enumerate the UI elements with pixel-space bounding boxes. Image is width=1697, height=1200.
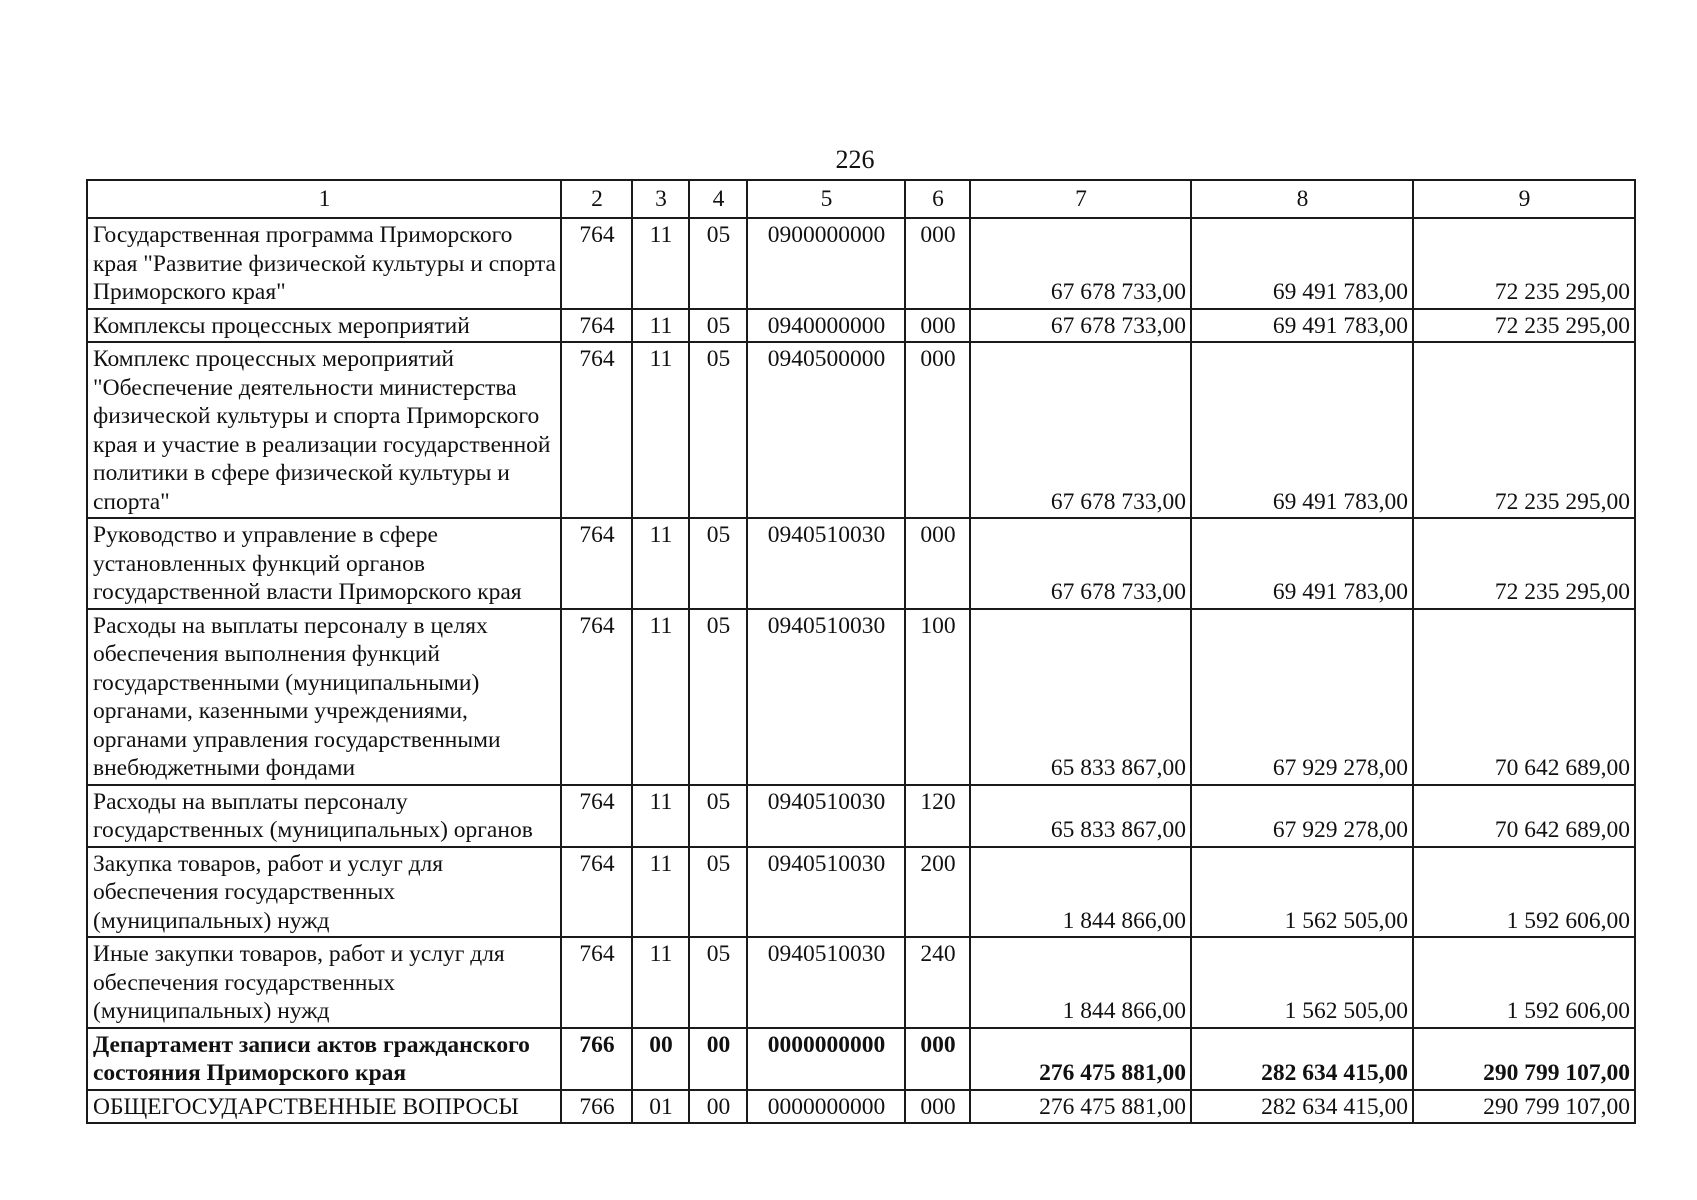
row-col-8: 67 929 278,00: [1191, 785, 1413, 847]
row-col-3: 11: [632, 342, 689, 518]
row-col-7: 276 475 881,00: [970, 1090, 1191, 1124]
page-number: 226: [835, 145, 875, 174]
row-col-9: 70 642 689,00: [1413, 609, 1635, 785]
row-col-5: 0000000000: [747, 1090, 905, 1124]
column-header-4: 4: [689, 180, 747, 218]
row-col-8: 282 634 415,00: [1191, 1028, 1413, 1090]
row-name: Расходы на выплаты персоналу в целях обеспечения выполнения функций государственными (муниципальными) органами, казенными учреждениями, органами управления государственными внебюджетными фондами: [87, 609, 561, 785]
row-col-6: 000: [905, 309, 970, 343]
row-col-6: 000: [905, 218, 970, 309]
table-row: [87, 609, 1635, 785]
row-col-8: 69 491 783,00: [1191, 309, 1413, 343]
row-col-6: 000: [905, 1028, 970, 1090]
row-col-2: 766: [561, 1028, 632, 1090]
row-col-4: 05: [689, 609, 747, 785]
row-col-9: 70 642 689,00: [1413, 785, 1635, 847]
row-col-4: 05: [689, 847, 747, 938]
row-col-6: 100: [905, 609, 970, 785]
row-name: Руководство и управление в сфере установленных функций органов государственной власти Приморского края: [87, 518, 561, 609]
table-row: [87, 218, 1635, 309]
row-name: Расходы на выплаты персоналу государственных (муниципальных) органов: [87, 785, 561, 847]
table-row: [87, 785, 1635, 847]
row-col-8: 1 562 505,00: [1191, 847, 1413, 938]
row-col-4: 05: [689, 218, 747, 309]
row-col-3: 00: [632, 1028, 689, 1090]
column-header-7: 7: [970, 180, 1191, 218]
row-col-4: 05: [689, 342, 747, 518]
row-col-5: 0940510030: [747, 937, 905, 1028]
row-col-8: 69 491 783,00: [1191, 518, 1413, 609]
row-col-9: 72 235 295,00: [1413, 518, 1635, 609]
row-name: Комплексы процессных мероприятий: [87, 309, 561, 343]
row-col-4: 05: [689, 937, 747, 1028]
row-col-4: 05: [689, 309, 747, 343]
row-col-5: 0000000000: [747, 1028, 905, 1090]
row-col-6: 000: [905, 518, 970, 609]
row-col-2: 764: [561, 937, 632, 1028]
row-col-9: 290 799 107,00: [1413, 1028, 1635, 1090]
row-col-5: 0940510030: [747, 847, 905, 938]
row-col-2: 764: [561, 309, 632, 343]
row-col-5: 0900000000: [747, 218, 905, 309]
row-name: Закупка товаров, работ и услуг для обеспечения государственных (муниципальных) нужд: [87, 847, 561, 938]
row-col-5: 0940000000: [747, 309, 905, 343]
column-header-1: 1: [87, 180, 561, 218]
row-col-3: 01: [632, 1090, 689, 1124]
row-col-2: 764: [561, 342, 632, 518]
row-col-2: 764: [561, 609, 632, 785]
column-header-6: 6: [905, 180, 970, 218]
row-col-6: 240: [905, 937, 970, 1028]
row-col-3: 11: [632, 847, 689, 938]
row-col-6: 000: [905, 342, 970, 518]
table-row: [87, 937, 1635, 1028]
column-header-2: 2: [561, 180, 632, 218]
row-col-2: 764: [561, 847, 632, 938]
row-col-7: 67 678 733,00: [970, 518, 1191, 609]
row-col-5: 0940510030: [747, 518, 905, 609]
row-name: Комплекс процессных мероприятий "Обеспечение деятельности министерства физической культуры и спорта Приморского края и участие в реализации государственной политики в сфере физической культуры и спорта": [87, 342, 561, 518]
table-row: [87, 847, 1635, 938]
row-name: Департамент записи актов гражданского состояния Приморского края: [87, 1028, 561, 1090]
row-col-8: 69 491 783,00: [1191, 218, 1413, 309]
row-name: Государственная программа Приморского края "Развитие физической культуры и спорта Приморского края": [87, 218, 561, 309]
row-col-4: 05: [689, 518, 747, 609]
row-col-8: 67 929 278,00: [1191, 609, 1413, 785]
column-header-5: 5: [747, 180, 905, 218]
row-col-5: 0940500000: [747, 342, 905, 518]
row-col-9: 290 799 107,00: [1413, 1090, 1635, 1124]
row-col-6: 000: [905, 1090, 970, 1124]
column-header-9: 9: [1413, 180, 1635, 218]
row-col-7: 67 678 733,00: [970, 342, 1191, 518]
row-col-9: 72 235 295,00: [1413, 218, 1635, 309]
table-row: [87, 309, 1635, 343]
row-col-3: 11: [632, 309, 689, 343]
row-col-3: 11: [632, 218, 689, 309]
row-col-7: 65 833 867,00: [970, 609, 1191, 785]
row-col-8: 69 491 783,00: [1191, 342, 1413, 518]
row-col-7: 276 475 881,00: [970, 1028, 1191, 1090]
row-col-5: 0940510030: [747, 609, 905, 785]
budget-table: [86, 179, 1636, 1124]
row-col-7: 1 844 866,00: [970, 937, 1191, 1028]
row-col-7: 67 678 733,00: [970, 309, 1191, 343]
row-col-7: 1 844 866,00: [970, 847, 1191, 938]
row-col-2: 764: [561, 518, 632, 609]
row-name: Иные закупки товаров, работ и услуг для обеспечения государственных (муниципальных) нужд: [87, 937, 561, 1028]
row-col-2: 764: [561, 785, 632, 847]
row-col-7: 65 833 867,00: [970, 785, 1191, 847]
row-col-6: 200: [905, 847, 970, 938]
row-col-6: 120: [905, 785, 970, 847]
row-col-9: 1 592 606,00: [1413, 937, 1635, 1028]
row-col-4: 00: [689, 1028, 747, 1090]
table-row: [87, 518, 1635, 609]
row-col-4: 05: [689, 785, 747, 847]
header-row: [87, 180, 1635, 218]
column-header-8: 8: [1191, 180, 1413, 218]
row-col-5: 0940510030: [747, 785, 905, 847]
row-col-3: 11: [632, 609, 689, 785]
row-col-3: 11: [632, 785, 689, 847]
row-col-3: 11: [632, 937, 689, 1028]
row-col-3: 11: [632, 518, 689, 609]
row-col-9: 72 235 295,00: [1413, 309, 1635, 343]
row-col-2: 764: [561, 218, 632, 309]
column-header-3: 3: [632, 180, 689, 218]
table-row-department: [87, 1028, 1635, 1090]
row-col-7: 67 678 733,00: [970, 218, 1191, 309]
row-col-8: 282 634 415,00: [1191, 1090, 1413, 1124]
row-col-9: 72 235 295,00: [1413, 342, 1635, 518]
row-col-4: 00: [689, 1090, 747, 1124]
row-col-9: 1 592 606,00: [1413, 847, 1635, 938]
row-col-2: 766: [561, 1090, 632, 1124]
table-row: [87, 342, 1635, 518]
table-row: [87, 1090, 1635, 1124]
row-col-8: 1 562 505,00: [1191, 937, 1413, 1028]
row-name: ОБЩЕГОСУДАРСТВЕННЫЕ ВОПРОСЫ: [87, 1090, 561, 1124]
